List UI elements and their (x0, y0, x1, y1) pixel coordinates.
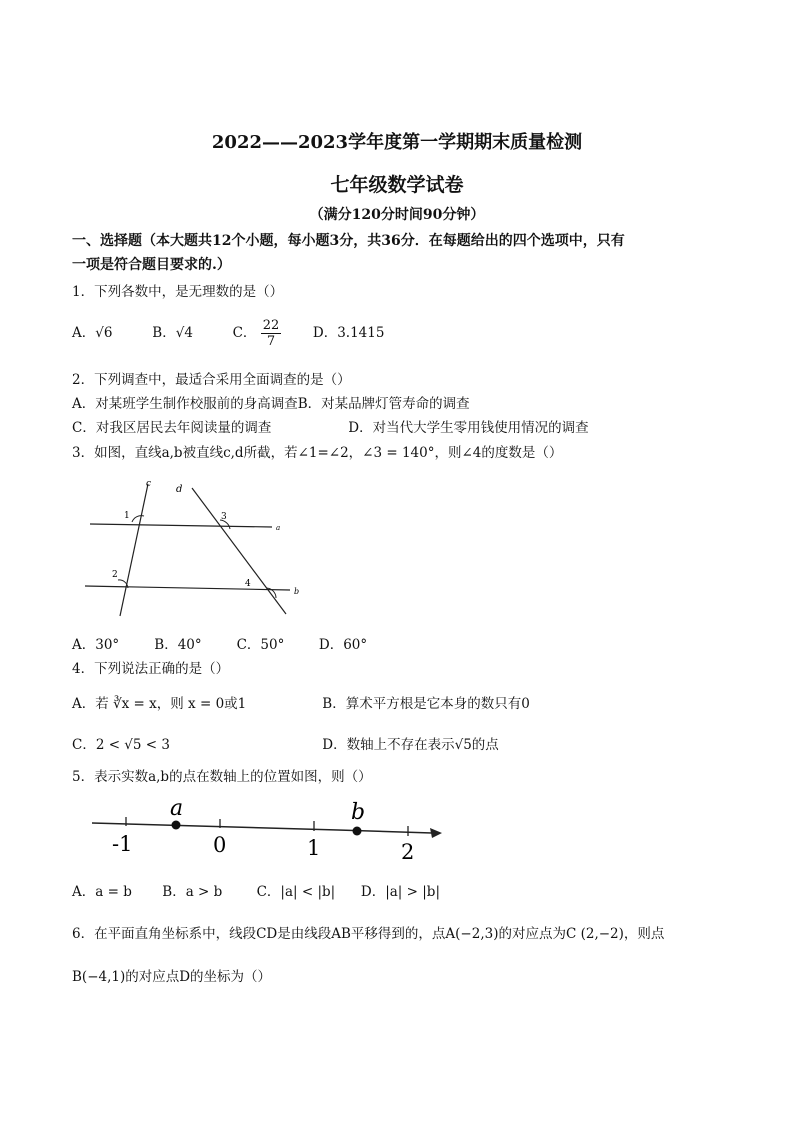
point-b-label: b (351, 800, 366, 825)
q4-option-c: C．2 < √5 < 3 (72, 737, 170, 753)
exam-subtitle: 七年级数学试卷 (330, 174, 464, 196)
q3-option-b: B．40° (154, 637, 202, 653)
label-b: b (294, 587, 300, 596)
tick-label-minus1: -1 (112, 832, 133, 856)
section-heading-1: 一、选择题（本大题共12个小题，每小题3分，共36分．在每题给出的四个选项中，只有 (72, 233, 625, 249)
point-a-label: a (170, 796, 184, 821)
angle-1-arc (132, 516, 144, 522)
line-d (192, 488, 286, 614)
q5-option-a: A．a = b (72, 884, 132, 900)
q5-number-line (88, 795, 448, 865)
q4-option-b: B．算术平方根是它本身的数只有0 (322, 696, 530, 712)
label-d: d (176, 484, 183, 495)
label-angle-3: 3 (221, 512, 227, 522)
q2-row-1 (72, 392, 470, 412)
q6-stem-2: B(−4,1)的对应点D的坐标为（） (72, 969, 272, 985)
q4-option-a: A．若 ∛x = x，则 x = 0或1 (72, 696, 247, 712)
q3-option-d: D．60° (318, 637, 368, 653)
label-angle-1: 1 (124, 511, 130, 521)
q5-option-b: B．a > b (162, 884, 223, 900)
q6-stem-1: 6．在平面直角坐标系中，线段CD是由线段AB平移得到的，点A(−2,3)的对应点为C (2,−2)，则点 (72, 926, 665, 942)
label-a: a (276, 524, 281, 532)
q3-stem: 3．如图，直线a,b被直线c,d所截，若∠1=∠2，∠3 = 140°，则∠4的度数是（） (72, 445, 563, 461)
q1-option-c (233, 318, 309, 349)
tick-label-2: 2 (401, 840, 415, 864)
q5-options (72, 880, 440, 900)
q2-option-d: D．对当代大学生零用钱使用情况的调查 (348, 420, 589, 436)
q2-option-c: C．对我区居民去年阅读量的调查 (72, 420, 272, 436)
q1-fraction-num: 22 (262, 318, 280, 333)
tick-label-1: 1 (307, 836, 321, 860)
q1-fraction (261, 318, 282, 349)
q1-stem: 1．下列各数中，是无理数的是（） (72, 284, 284, 300)
q2-stem: 2．下列调查中，最适合采用全面调查的是（） (72, 372, 351, 388)
tick-label-0: 0 (213, 833, 227, 857)
q4-option-d: D．数轴上不存在表示√5的点 (322, 737, 499, 753)
arrow-head-icon (430, 828, 442, 838)
q1-option-c-label: C． (232, 325, 257, 341)
q3-option-a: A．30° (72, 637, 120, 653)
q2-option-b: B．对某品牌灯管寿命的调查 (297, 396, 470, 412)
line-b (85, 586, 290, 590)
q5-stem: 5．表示实数a,b的点在数轴上的位置如图，则（） (72, 769, 372, 785)
label-c: c (146, 479, 152, 489)
q5-option-c: C．|a| < |b| (256, 884, 336, 900)
section-heading-2: 一项是符合题目要求的.） (72, 257, 231, 273)
q3-options (72, 633, 367, 653)
exam-note: （满分120分时间90分钟） (309, 207, 485, 223)
q3-figure (80, 476, 310, 621)
q1-option-d: D．3.1415 (312, 325, 385, 341)
exam-title: 2022——2023学年度第一学期期末质量检测 (211, 132, 583, 153)
point-b (353, 827, 362, 836)
q4-row-2 (72, 733, 499, 753)
q3-option-c: C．50° (236, 637, 285, 653)
q2-option-a: A．对某班学生制作校服前的身高调查 (72, 396, 298, 412)
q5-option-d: D．|a| > |b| (360, 884, 440, 900)
label-angle-2: 2 (112, 570, 118, 580)
q4-stem: 4．下列说法正确的是（） (72, 661, 230, 677)
q1-options (72, 318, 384, 349)
q1-fraction-den: 7 (266, 334, 276, 349)
line-a (90, 524, 272, 527)
line-c (120, 484, 148, 616)
q1-option-b: B．√4 (152, 325, 193, 341)
q1-option-a: A．√6 (72, 325, 113, 341)
point-a (172, 821, 181, 830)
label-angle-4: 4 (245, 579, 251, 589)
q2-row-2 (72, 416, 589, 436)
number-line-axis (92, 823, 432, 833)
q4-row-1 (72, 692, 530, 712)
